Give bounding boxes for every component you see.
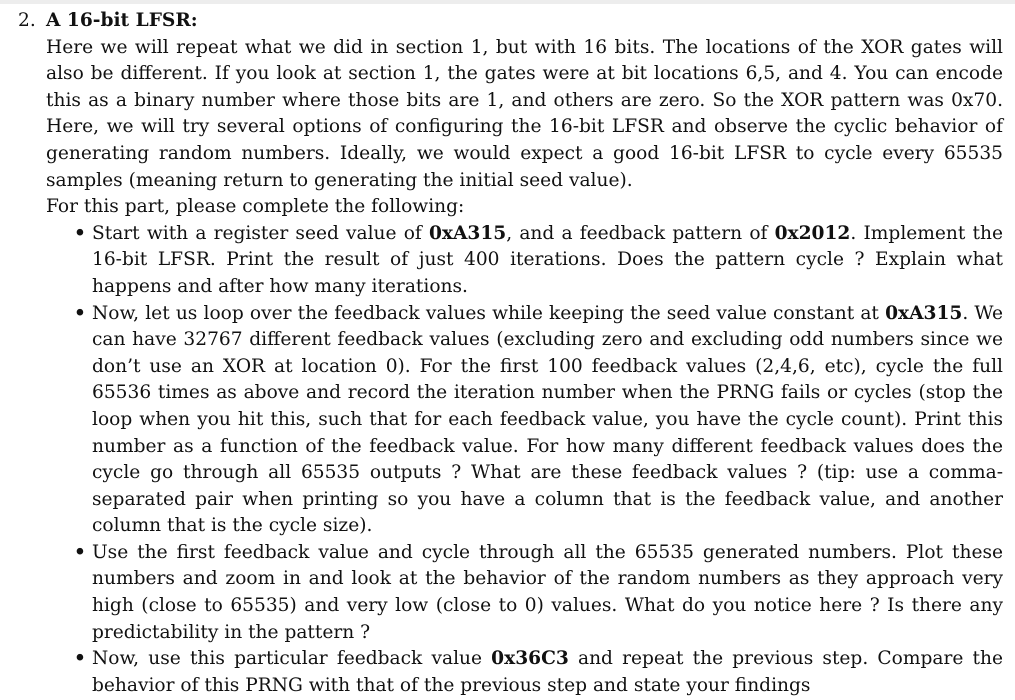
list-item xyxy=(46,646,1003,699)
bullet-icon: • xyxy=(74,648,86,670)
list-item xyxy=(46,221,1003,301)
feedback-pattern: 0x36C3 xyxy=(491,648,569,670)
seed-value: 0xA315 xyxy=(428,222,507,244)
intro-paragraph: Here we will repeat what we did in section 1, but with 16 bits. The locations of the XOR gates will also be different. If you look at section 1, the gates were at bit locations 6,5, and 4. You can encode this as a binary number where those bits are 1, and others are zero. So the XOR pattern was 0x70. Here, we will try several options of configuring the 16-bit LFSR and observe the cyclic behavior of generating random numbers. Ideally, we would expect a good 16-bit LFSR to cycle every 65535 samples (meaning return to generating the initial seed value). xyxy=(46,36,1003,191)
item-text: Now, let us loop over the feedback values while keeping the seed value constant at xyxy=(92,302,886,324)
seed-value: 0xA315 xyxy=(885,302,963,324)
item-text: Start with a register seed value of xyxy=(92,222,429,244)
lead-paragraph: For this part, please complete the following: xyxy=(46,196,465,218)
section-content xyxy=(46,35,1003,700)
list-item xyxy=(46,540,1003,646)
section-title: A 16-bit LFSR: xyxy=(46,10,198,31)
bullet-icon: • xyxy=(74,302,86,324)
task-list xyxy=(46,221,1003,700)
section-number: 2. xyxy=(18,10,36,31)
item-text: and repeat the previous step. Compare the behavior of this PRNG with that of the previous step and state your findings xyxy=(92,648,1003,696)
item-text: . We can have 32767 different feedback values (excluding zero and excluding odd numbers since we don’t use an XOR at location 0). For the first 100 feedback values (2,4,6, etc), cycle the full 65536 times as above and record the iteration number when the PRNG fails or cycles (stop the loop when you hit this, such that for each feedback value, you have the cycle count). Print this number as a function of the feedback value. For how many different feedback values does the cycle go through all 65535 outputs ? What are these feedback values ? (tip: use a comma-separated pair when printing so you have a column that is the feedback value, and another column that is the cycle size). xyxy=(92,302,1003,537)
item-text: . Implement the 16-bit LFSR. Print the result of just 400 iterations. Does the pattern cycle ? Explain what happens and after how many iterations. xyxy=(92,222,1003,297)
top-rule xyxy=(0,0,1015,4)
list-item xyxy=(46,301,1003,540)
item-text: Now, use this particular feedback value xyxy=(92,648,492,670)
bullet-icon: • xyxy=(74,222,86,244)
section-heading xyxy=(18,8,1003,35)
feedback-pattern: 0x2012 xyxy=(774,222,851,244)
item-text: , and a feedback pattern of xyxy=(506,222,775,244)
item-text: Use the first feedback value and cycle through all the 65535 generated numbers. Plot these numbers and zoom in and look at the behavior of the random numbers as they approach very high (close to 65535) and very low (close to 0) values. What do you notice here ? Is there any predictability in the pattern ? xyxy=(92,541,1003,643)
document-body xyxy=(18,8,1003,699)
bullet-icon: • xyxy=(74,541,86,563)
